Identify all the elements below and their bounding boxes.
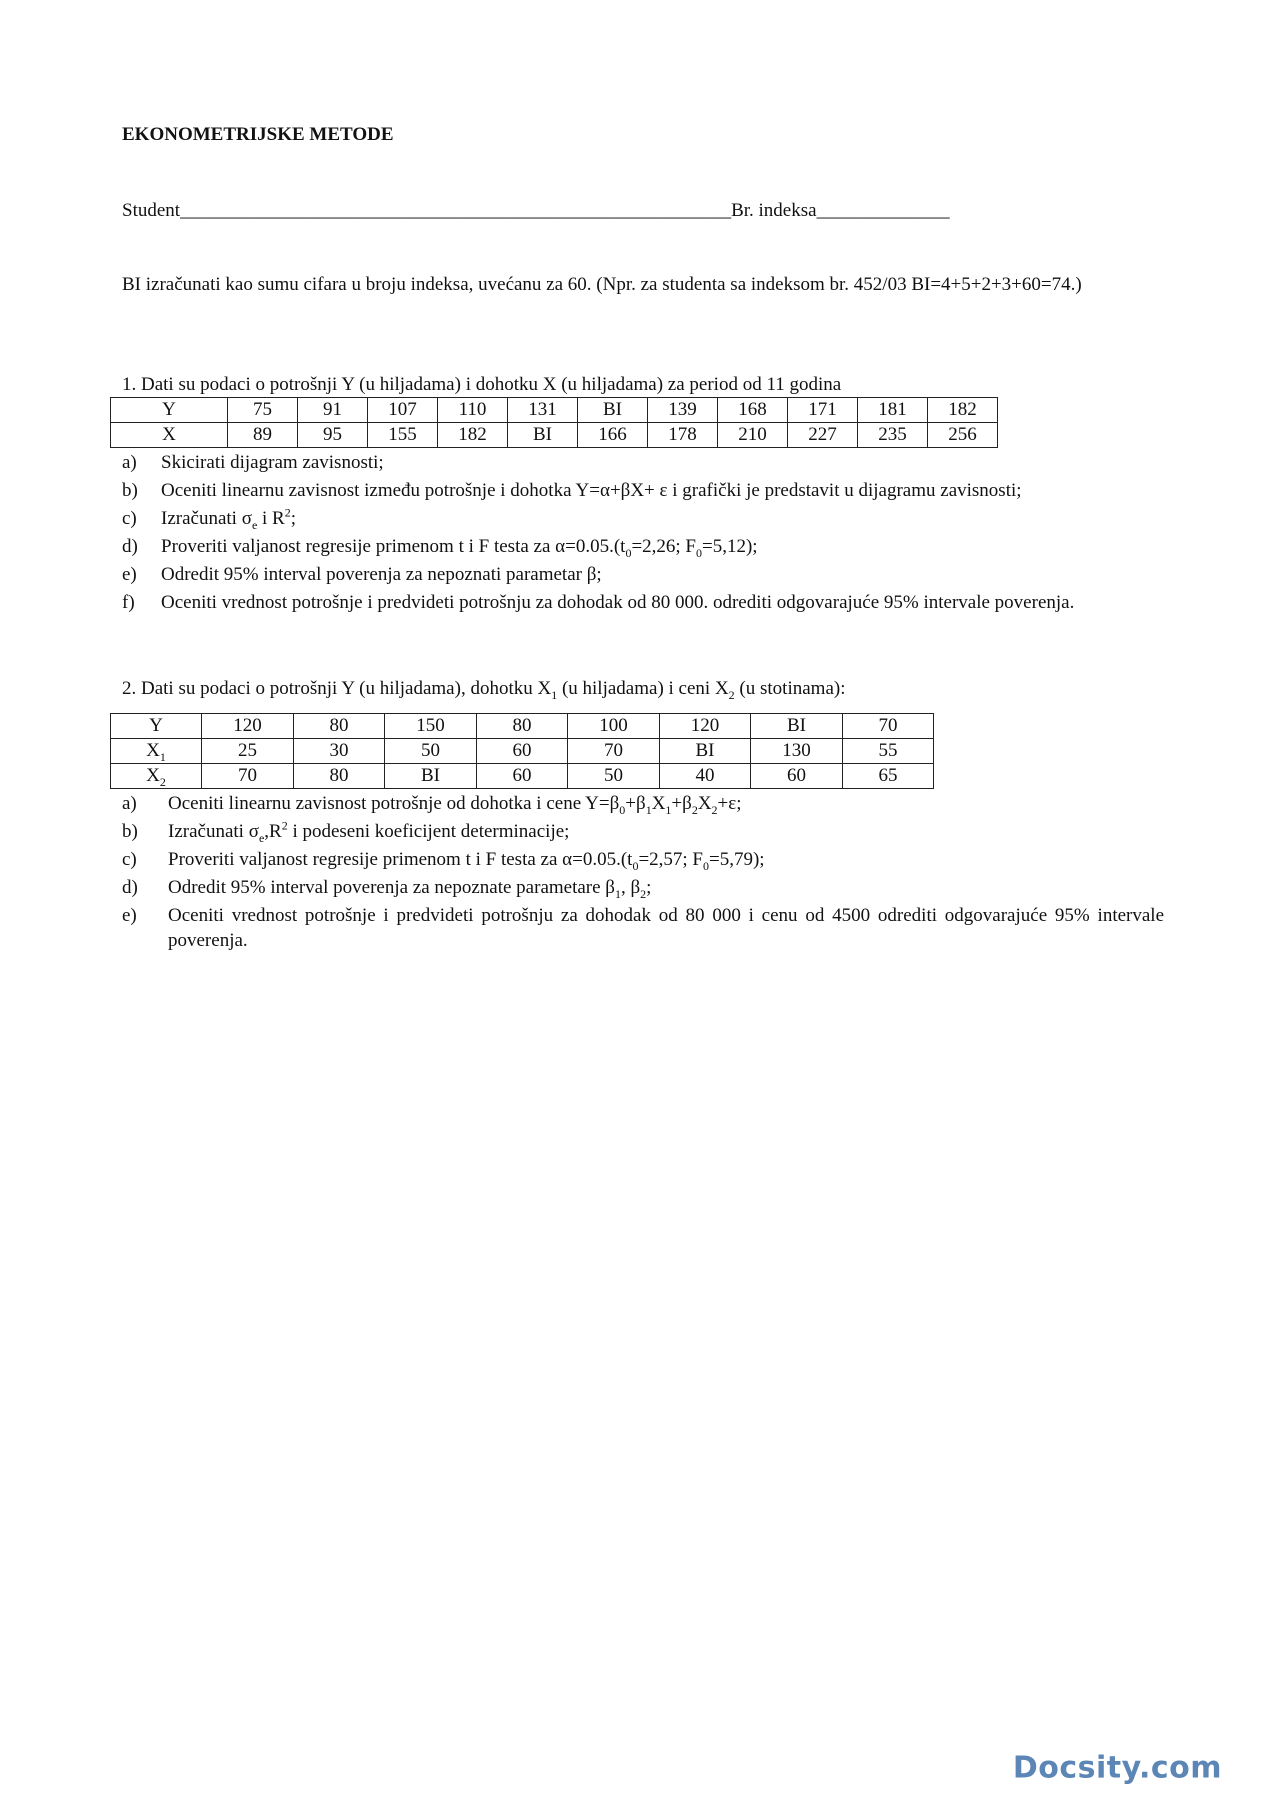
text-part: +β [625, 793, 646, 815]
subtask-letter: f) [122, 592, 135, 614]
subscript: 1 [645, 802, 652, 817]
docsity-watermark: Docsity.com [1012, 1750, 1222, 1786]
table-cell: BI [385, 764, 477, 789]
table-row [111, 423, 998, 448]
subtask-1b [122, 478, 1164, 503]
subscript: 2 [691, 802, 698, 817]
table-cell: 171 [788, 398, 858, 423]
subscript: 1 [614, 887, 621, 902]
table-cell: 235 [858, 423, 928, 448]
subtask-2b [122, 819, 1164, 844]
subtask-text: Oceniti vrednost potrošnje i predvideti potrošnju za dohodak od 80 000. odrediti odgovarajuće 95% intervale poverenja. [161, 592, 1075, 614]
table-row [111, 764, 934, 789]
text-part: =5,12); [702, 536, 758, 558]
subtask-2e [122, 903, 1164, 953]
table-cell: 110 [438, 398, 508, 423]
student-info-line [122, 198, 950, 223]
table-cell: 120 [660, 714, 751, 739]
subscript: 0 [703, 859, 709, 874]
text-part: ; [290, 508, 296, 530]
subtask-1f [122, 590, 1164, 615]
subtask-letter: c) [122, 849, 137, 871]
table-cell: 89 [228, 423, 298, 448]
task-2 [122, 676, 1164, 957]
table-cell: 150 [385, 714, 477, 739]
table-cell: 50 [385, 739, 477, 764]
text-part: Proveriti valjanost regresije primenom t i F testa za α=0.05.(t [168, 849, 633, 871]
task-1-subtasks [122, 450, 1164, 615]
subscript: 0 [625, 546, 632, 561]
subtask-2a [122, 791, 1164, 816]
text-part: =5,79); [709, 849, 765, 871]
subscript: 0 [632, 859, 639, 874]
table-cell: 60 [477, 739, 568, 764]
subtask-2c [122, 847, 1164, 872]
text-part: Izračunati σ [168, 821, 259, 843]
row-label: Y [149, 715, 163, 737]
subtask-text: Skicirati dijagram zavisnosti; [161, 452, 384, 474]
row-label-subscript: 2 [159, 774, 166, 789]
intro-text: BI izračunati kao sumu cifara u broju indeksa, uvećanu za 60. (Npr. za studenta sa indeksom br. 452/03 BI=4+5+2+3+60=74.) [122, 274, 1082, 295]
table-cell: 181 [858, 398, 928, 423]
text-part: , β [620, 877, 641, 899]
document-title: EKONOMETRIJSKE METODE [122, 124, 394, 145]
row-label: X [146, 740, 160, 762]
table-cell: 25 [202, 739, 294, 764]
table-cell: 70 [568, 739, 660, 764]
text-part: Odredit 95% interval poverenja za nepoznate parametare β [168, 877, 615, 899]
row-label: Y [162, 399, 176, 421]
table-row [111, 714, 934, 739]
subscript: 0 [619, 802, 626, 817]
table-cell: 80 [294, 714, 385, 739]
subtask-text [168, 791, 1164, 816]
table-cell: 40 [660, 764, 751, 789]
subscript: 2 [728, 687, 735, 702]
table-cell: 182 [928, 398, 998, 423]
table-cell: 60 [477, 764, 568, 789]
subtask-text [168, 847, 1164, 872]
table-cell: 95 [298, 423, 368, 448]
subtask-2d [122, 875, 1164, 900]
table-cell: 100 [568, 714, 660, 739]
row-label-cell [111, 739, 202, 764]
table-cell: 65 [843, 764, 934, 789]
subscript: e [251, 518, 258, 533]
table-cell: BI [508, 423, 578, 448]
subscript: 0 [696, 546, 702, 561]
table-cell: 80 [477, 714, 568, 739]
subtask-letter: c) [122, 508, 137, 530]
text-part: X [697, 793, 712, 815]
text-part: ; [646, 877, 652, 899]
subtask-letter: b) [122, 480, 138, 502]
table-row [111, 739, 934, 764]
text-part: +ε; [717, 793, 742, 815]
text-part: i R [257, 508, 285, 530]
table-cell: 210 [718, 423, 788, 448]
task-2-data-table [110, 713, 934, 789]
subtask-letter: a) [122, 793, 137, 815]
table-cell: 168 [718, 398, 788, 423]
subtask-1a [122, 450, 1164, 475]
table-cell: 91 [298, 398, 368, 423]
superscript: 2 [284, 505, 291, 520]
table-cell: 155 [368, 423, 438, 448]
table-cell: 30 [294, 739, 385, 764]
table-cell: 130 [751, 739, 843, 764]
task-1 [122, 372, 1164, 619]
subtask-1d [122, 534, 1164, 559]
subtask-letter: b) [122, 821, 138, 843]
table-cell: BI [578, 398, 648, 423]
row-label-cell [111, 764, 202, 789]
table-cell: BI [660, 739, 751, 764]
row-label: X [162, 424, 176, 446]
subtask-text [161, 534, 1164, 559]
row-label-cell [111, 398, 228, 423]
subtask-1c [122, 506, 1164, 531]
table-cell: 70 [843, 714, 934, 739]
text-part: =2,57; F [638, 849, 703, 871]
text-part: 2. Dati su podaci o potrošnji Y (u hiljadama), dohotku X [122, 678, 552, 699]
table-cell: 227 [788, 423, 858, 448]
task-1-heading: 1. Dati su podaci o potrošnji Y (u hiljadama) i dohotku X (u hiljadama) za period od 11 godina [122, 374, 842, 395]
table-cell: 131 [508, 398, 578, 423]
table-cell: 70 [202, 764, 294, 789]
table-cell: 182 [438, 423, 508, 448]
text-part: (u hiljadama) i ceni X [557, 678, 729, 699]
table-cell: 55 [843, 739, 934, 764]
subtask-text: Odredit 95% interval poverenja za nepoznati parametar β; [161, 564, 602, 586]
intro-paragraph [122, 272, 1164, 297]
text-part: Izračunati σ [161, 508, 252, 530]
subscript: 1 [665, 802, 672, 817]
student-label: Student [122, 200, 181, 221]
subscript: 1 [551, 687, 558, 702]
subtask-text: Oceniti linearnu zavisnost između potrošnje i dohotka Y=α+βX+ ε i grafički je predstavit u dijagramu zavisnosti; [161, 480, 1022, 502]
text-part: =2,26; F [631, 536, 696, 558]
subtask-text [168, 819, 1164, 844]
table-cell: 107 [368, 398, 438, 423]
text-part: i podeseni koeficijent determinacije; [287, 821, 570, 843]
text-part: (u stotinama): [734, 678, 846, 699]
subtask-text: Oceniti vrednost potrošnje i predvideti potrošnju za dohodak od 80 000 i cenu od 4500 odrediti odgovarajuće 95% intervale poverenja. [168, 905, 1164, 952]
student-name-blank: __________________________________________________________ [180, 200, 732, 221]
text-part: +β [671, 793, 692, 815]
text-part: ,R [264, 821, 282, 843]
index-number-blank: ______________ [816, 200, 950, 221]
table-cell: 75 [228, 398, 298, 423]
row-label-cell [111, 423, 228, 448]
subtask-text [161, 506, 1164, 531]
text-part: X [651, 793, 666, 815]
superscript: 2 [281, 818, 288, 833]
index-label: Br. indeksa [731, 200, 817, 221]
subtask-text [168, 875, 1164, 900]
row-label-cell [111, 714, 202, 739]
subtask-letter: a) [122, 452, 137, 474]
table-cell: 256 [928, 423, 998, 448]
subtask-letter: e) [122, 905, 137, 927]
subtask-letter: d) [122, 536, 138, 558]
table-cell: 80 [294, 764, 385, 789]
row-label-subscript: 1 [159, 749, 166, 764]
table-cell: 178 [648, 423, 718, 448]
subscript: 2 [640, 887, 647, 902]
text-part: Proveriti valjanost regresije primenom t i F testa za α=0.05.(t [161, 536, 626, 558]
table-cell: BI [751, 714, 843, 739]
table-cell: 139 [648, 398, 718, 423]
subscript: e [258, 830, 265, 845]
task-1-data-table [110, 397, 998, 448]
table-cell: 120 [202, 714, 294, 739]
subtask-letter: d) [122, 877, 138, 899]
subtask-letter: e) [122, 564, 137, 586]
task-2-subtasks [122, 791, 1164, 953]
table-row [111, 398, 998, 423]
row-label: X [146, 765, 160, 787]
table-cell: 166 [578, 423, 648, 448]
text-part: Oceniti linearnu zavisnost potrošnje od dohotka i cene Y=β [168, 793, 620, 815]
task-2-heading [122, 676, 1164, 701]
subscript: 2 [711, 802, 718, 817]
table-cell: 60 [751, 764, 843, 789]
table-cell: 50 [568, 764, 660, 789]
subtask-1e [122, 562, 1164, 587]
